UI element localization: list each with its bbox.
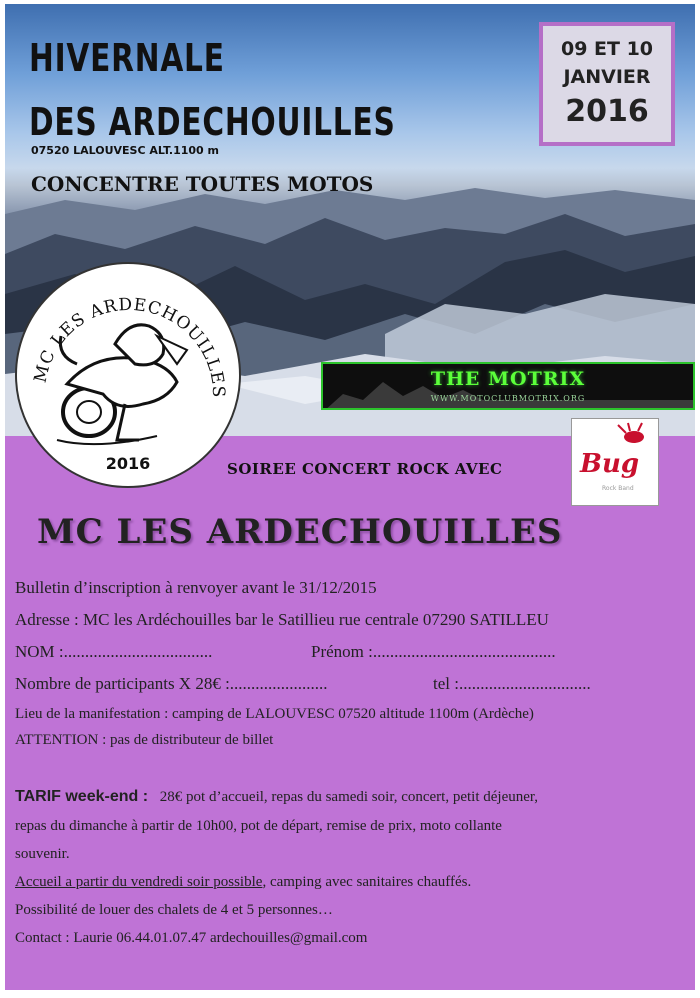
- title-line-1: HIVERNALE: [29, 36, 225, 80]
- bulletin-text: Bulletin d’inscription à renvoyer avant le 31/12/2015: [15, 578, 377, 597]
- motrix-name: THE MOTRIX: [430, 368, 586, 390]
- motrix-banner: [321, 362, 695, 410]
- date-month: JANVIER: [563, 66, 651, 88]
- date-box: [539, 22, 675, 146]
- subtitle: CONCENTRE TOUTES MOTOS: [31, 172, 374, 196]
- date-days: 09 ET 10: [560, 38, 654, 60]
- nom-field: NOM :...................................: [15, 642, 213, 661]
- participants-field: Nombre de participants X 28€ :.......................: [15, 674, 328, 693]
- bug-band-logo: [571, 418, 659, 506]
- chalets-text: Possibilité de louer des chalets de 4 et 5 personnes…: [15, 902, 333, 918]
- bug-text: Bug: [580, 449, 640, 479]
- club-name-heading: MC LES ARDECHOUILLES: [37, 512, 563, 552]
- prenom-field: Prénom :...........................................: [311, 642, 556, 661]
- address-text: Adresse : MC les Ardéchouilles bar le Satillieu rue centrale 07290 SATILLEU: [15, 610, 549, 629]
- tarif-line-2: repas du dimanche à partir de 10h00, pot de départ, remise de prix, moto collante: [15, 818, 502, 834]
- tarif-label: TARIF week-end :: [15, 788, 149, 805]
- logo-arc-text: MC LES ARDECHOUILLES: [30, 294, 229, 399]
- venue-text: Lieu de la manifestation : camping de LALOUVESC 07520 altitude 1100m (Ardèche): [15, 706, 534, 722]
- attention-text: ATTENTION : pas de distributeur de billet: [15, 732, 274, 748]
- bug-small-text: Rock Band: [602, 485, 634, 492]
- logo-graphic: [17, 264, 239, 486]
- title-line-2: DES ARDECHOUILLES: [29, 100, 396, 144]
- poster: [5, 4, 695, 990]
- accueil-underlined: Accueil a partir du vendredi soir possible: [15, 874, 263, 890]
- accueil-line: [15, 874, 471, 891]
- bug-insect-icon: [572, 421, 658, 451]
- motrix-url: WWW.MOTOCLUBMOTRIX.ORG: [430, 394, 586, 403]
- tarif-text: 28€ pot d’accueil, repas du samedi soir, concert, petit déjeuner,: [159, 789, 539, 805]
- date-year: 2016: [565, 94, 649, 129]
- logo-year: 2016: [105, 454, 151, 473]
- tarif-line-3: souvenir.: [15, 846, 70, 862]
- accueil-rest: , camping avec sanitaires chauffés.: [262, 874, 472, 890]
- tel-field: tel :...............................: [433, 674, 591, 693]
- concert-heading: SOIREE CONCERT ROCK AVEC: [227, 460, 503, 478]
- tarif-line: [15, 788, 538, 806]
- location-text: 07520 LALOUVESC ALT.1100 m: [31, 144, 219, 157]
- contact-text: Contact : Laurie 06.44.01.07.47 ardechouilles@gmail.com: [15, 930, 368, 946]
- club-logo: [15, 262, 241, 488]
